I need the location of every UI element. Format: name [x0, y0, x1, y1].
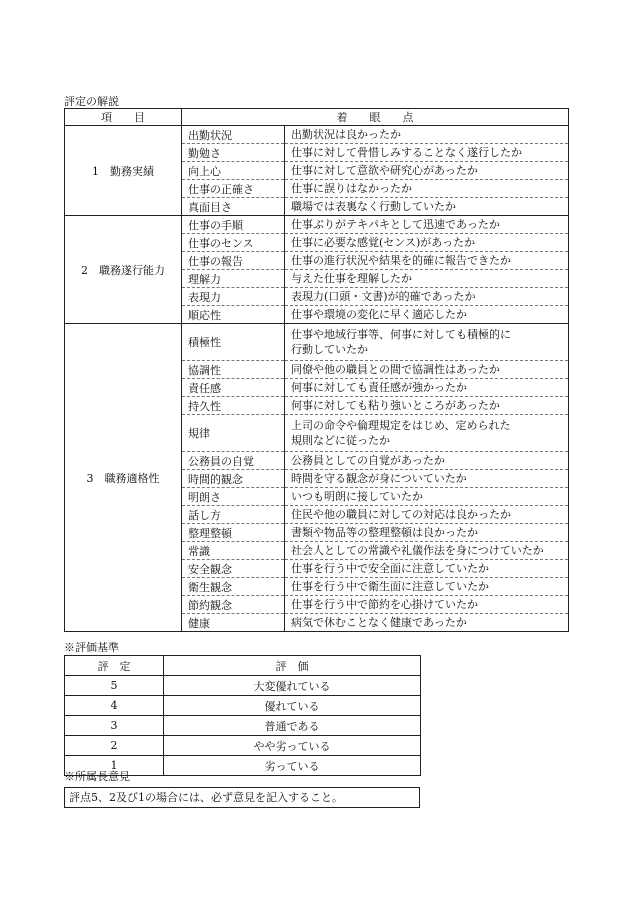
criteria-point	[285, 234, 569, 252]
criteria-point	[285, 524, 569, 542]
criteria-item: 時間的観念	[182, 470, 285, 488]
criteria-point	[285, 270, 569, 288]
criteria-point-text: 仕事に対して骨惜しみすることなく遂行したか	[291, 146, 522, 159]
criteria-point-text: 与えた仕事を理解したか	[291, 272, 412, 285]
page-title: 評定の解説	[64, 95, 119, 108]
table-row	[65, 216, 569, 234]
criteria-item: 表現力	[182, 288, 285, 306]
criteria-item: 責任感	[182, 379, 285, 397]
rating-row	[65, 676, 421, 696]
criteria-item: 向上心	[182, 162, 285, 180]
criteria-item: 協調性	[182, 361, 285, 379]
category-name: 3 職務適格性	[65, 324, 182, 632]
criteria-point-text: 仕事や環境の変化に早く適応したか	[291, 308, 467, 321]
rating-table-header	[65, 656, 421, 676]
criteria-point	[285, 578, 569, 596]
header-point: 着 眼 点	[182, 109, 569, 126]
criteria-point	[285, 542, 569, 560]
criteria-point-text: 同僚や他の職員との間で協調性はあったか	[291, 363, 500, 376]
criteria-item: 安全観念	[182, 560, 285, 578]
criteria-point-text: 仕事の進行状況や結果を的確に報告できたか	[291, 254, 511, 267]
criteria-point-text: 職場では表裏なく行動していたか	[291, 200, 456, 213]
criteria-point-text: 表現力(口頭・文書)が的確であったか	[291, 290, 476, 303]
rating-score: 2	[65, 736, 164, 756]
criteria-point	[285, 198, 569, 216]
criteria-point	[285, 126, 569, 144]
criteria-point	[285, 452, 569, 470]
criteria-item: 健康	[182, 614, 285, 632]
criteria-point	[285, 488, 569, 506]
criteria-point-text: 社会人としての常識や礼儀作法を身につけていたか	[291, 544, 544, 557]
criteria-point	[285, 324, 569, 361]
rating-evaluation: 普通である	[164, 716, 421, 736]
criteria-point	[285, 216, 569, 234]
criteria-point	[285, 144, 569, 162]
criteria-item: 積極性	[182, 324, 285, 361]
criteria-point-text: 仕事を行う中で安全面に注意していたか	[291, 562, 489, 575]
criteria-item: 真面目さ	[182, 198, 285, 216]
criteria-item: 規律	[182, 415, 285, 452]
remarks-section-title: ※所属長意見	[64, 770, 130, 783]
rating-evaluation: 優れている	[164, 696, 421, 716]
criteria-point	[285, 596, 569, 614]
criteria-table-body	[65, 126, 569, 632]
criteria-item: 理解力	[182, 270, 285, 288]
criteria-item: 仕事のセンス	[182, 234, 285, 252]
criteria-item: 明朗さ	[182, 488, 285, 506]
criteria-point	[285, 470, 569, 488]
category-name: 2 職務遂行能力	[65, 216, 182, 324]
rating-table-body	[65, 676, 421, 776]
criteria-point	[285, 415, 569, 452]
table-row	[65, 126, 569, 144]
rating-score: 3	[65, 716, 164, 736]
criteria-item: 常識	[182, 542, 285, 560]
remarks-note-box	[64, 787, 420, 808]
criteria-point-text: 仕事を行う中で節約を心掛けていたか	[291, 598, 478, 611]
criteria-point	[285, 162, 569, 180]
criteria-table	[64, 108, 569, 632]
rating-evaluation: 劣っている	[164, 756, 421, 776]
criteria-point-text: 仕事に誤りはなかったか	[291, 182, 412, 195]
criteria-point-text: 何事に対しても粘り強いところがあったか	[291, 399, 500, 412]
criteria-item: 仕事の手順	[182, 216, 285, 234]
rating-row	[65, 696, 421, 716]
criteria-point-text: 仕事を行う中で衛生面に注意していたか	[291, 580, 489, 593]
criteria-point-text: 仕事ぶりがテキパキとして迅速であったか	[291, 218, 500, 231]
table-row	[65, 324, 569, 361]
criteria-point-text: いつも明朗に接していたか	[291, 490, 423, 503]
criteria-point	[285, 397, 569, 415]
criteria-point	[285, 306, 569, 324]
rating-evaluation: 大変優れている	[164, 676, 421, 696]
criteria-point-text: 時間を守る観念が身についていたか	[291, 472, 467, 485]
rating-table	[64, 655, 421, 776]
criteria-item: 公務員の自覚	[182, 452, 285, 470]
criteria-point	[285, 288, 569, 306]
rating-header-evaluation: 評 価	[164, 656, 421, 676]
criteria-item: 節約観念	[182, 596, 285, 614]
rating-row	[65, 716, 421, 736]
criteria-item: 仕事の報告	[182, 252, 285, 270]
criteria-point	[285, 614, 569, 632]
criteria-item: 順応性	[182, 306, 285, 324]
criteria-point-text: 仕事や地域行事等、何事に対しても積極的に 行動していたか	[291, 328, 511, 356]
criteria-point	[285, 379, 569, 397]
criteria-point	[285, 560, 569, 578]
criteria-point-text: 住民や他の職員に対しての対応は良かったか	[291, 508, 511, 521]
criteria-point	[285, 180, 569, 198]
rating-header-score: 評 定	[65, 656, 164, 676]
criteria-item: 仕事の正確さ	[182, 180, 285, 198]
criteria-point-text: 仕事に対して意欲や研究心があったか	[291, 164, 478, 177]
rating-evaluation: やや劣っている	[164, 736, 421, 756]
category-name: 1 勤務実績	[65, 126, 182, 216]
criteria-point	[285, 506, 569, 524]
criteria-point-text: 出勤状況は良かったか	[291, 128, 401, 141]
criteria-point-text: 上司の命令や倫理規定をはじめ、定められた 規則などに従ったか	[291, 419, 511, 447]
criteria-point-text: 何事に対しても責任感が強かったか	[291, 381, 467, 394]
criteria-point-text: 公務員としての自覚があったか	[291, 454, 445, 467]
criteria-point	[285, 361, 569, 379]
criteria-point-text: 書類や物品等の整理整頓は良かったか	[291, 526, 478, 539]
criteria-point-text: 病気で休むことなく健康であったか	[291, 616, 467, 629]
remarks-note: 評点5、2及び1の場合には、必ず意見を記入すること。	[69, 791, 343, 804]
criteria-item: 整理整頓	[182, 524, 285, 542]
criteria-table-header	[65, 109, 569, 126]
criteria-item: 勤勉さ	[182, 144, 285, 162]
rating-score: 5	[65, 676, 164, 696]
criteria-point	[285, 252, 569, 270]
rating-score: 4	[65, 696, 164, 716]
header-item: 項 目	[65, 109, 182, 126]
criteria-item: 話し方	[182, 506, 285, 524]
criteria-item: 持久性	[182, 397, 285, 415]
rating-score: 1	[65, 756, 164, 776]
criteria-item: 衛生観念	[182, 578, 285, 596]
rating-row	[65, 736, 421, 756]
criteria-item: 出勤状況	[182, 126, 285, 144]
criteria-point-text: 仕事に必要な感覚(センス)があったか	[291, 236, 476, 249]
rating-section-title: ※評価基準	[64, 641, 119, 654]
